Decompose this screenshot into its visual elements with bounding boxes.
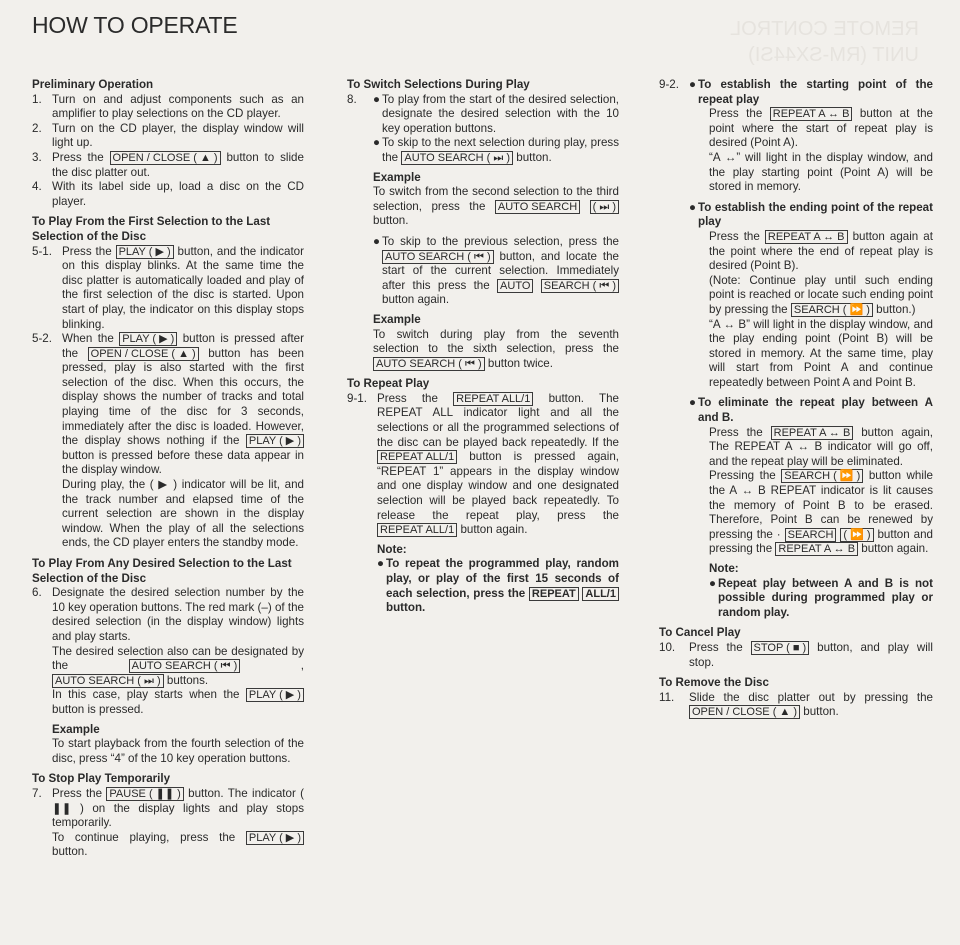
- auto-search-prev-button-label: AUTO SEARCH ( ⏮ ): [373, 357, 485, 371]
- step-text: Slide the disc platter out by pressing the: [689, 690, 933, 704]
- step-number: 10.: [659, 640, 676, 654]
- heading-repeat: To Repeat Play: [347, 377, 430, 391]
- heading-play-any: To Play From Any Desired Selection to the Last Selection of the Disc: [32, 557, 292, 585]
- step-text: button while the A ↔ B REPEAT indicator is lit causes the memory of Point B to be erased. Therefore, Point B can be renewed by pressing the ·: [709, 469, 933, 541]
- step-text: button.): [876, 302, 916, 316]
- bullet-heading: [689, 396, 933, 425]
- step-11: [659, 691, 933, 720]
- auto-search-next-button-label: AUTO SEARCH ( ⏭ ): [401, 151, 513, 165]
- step-text: In this case, play starts when the: [52, 688, 240, 702]
- step-text: button is pressed again, “REPEAT 1” appears in the display window and one display window and one designated selection will be played back repeatedly. To release the repeat play, press the: [377, 450, 619, 522]
- step-text: (Note: Continue play until such ending point is reached or locate such ending point by pressing the: [709, 273, 933, 316]
- step-text: If the: [591, 435, 619, 449]
- step-text: button has been pressed, play is also started with the first selection of the disc. When this occurs, the display shows the number of tracks and total playing time of the disc for 3 seconds, immediately after the disc is loaded. However, the display shows nothing if the: [62, 346, 304, 448]
- step-text: To continue playing, press the: [52, 830, 236, 844]
- note-text: To repeat the programmed play, random play, or play of the first 15 seconds of each selection, press the: [386, 557, 619, 600]
- step-text: button again.: [460, 523, 528, 537]
- bullet-heading: [689, 78, 933, 107]
- step-text: button.: [803, 705, 839, 719]
- bullet-text: button again.: [382, 293, 450, 307]
- bullet-item: [373, 93, 619, 137]
- heading-cancel: To Cancel Play: [659, 626, 741, 640]
- step-text: Press the: [52, 150, 104, 164]
- repeat-ab-button-label: REPEAT A ↔ B: [765, 230, 848, 244]
- step-text: During play, the ( ▶ ) indicator will be lit, and the track number and elapsed time of the current selection are shown in the display window. When the play of all the selections ends, the CD player enters the standby mode.: [62, 478, 304, 550]
- example-text: To switch during play from the seventh selection to the sixth selection, press the: [373, 327, 619, 356]
- heading-preliminary: Preliminary Operation: [32, 78, 154, 91]
- step-text: Press the: [709, 107, 763, 121]
- step-number: 7.: [32, 786, 42, 800]
- repeat-button-label: REPEAT: [529, 587, 579, 601]
- bullet-heading-text: To eliminate the repeat play between A and B.: [698, 396, 933, 425]
- step-3: [32, 151, 304, 180]
- step-number: 1.: [32, 92, 42, 106]
- open-close-button-label: OPEN / CLOSE ( ▲ ): [110, 151, 221, 165]
- auto-search-prev-button-label: AUTO SEARCH ( ⏮ ): [382, 250, 494, 264]
- step-text: Press the: [52, 786, 103, 800]
- step-text: When the: [62, 332, 114, 346]
- bullet-text: To play from the start of the desired selection, designate the desired selection with the 10 key operation buttons.: [382, 92, 619, 135]
- bullet-icon: ●: [689, 396, 697, 410]
- open-close-button-label: OPEN / CLOSE ( ▲ ): [88, 347, 199, 361]
- ff-button-label: ( ⏩ ): [840, 528, 873, 542]
- step-text: Designate the desired selection number by the 10 key operation buttons. The red mark (–) of the desired selection (in the display window) lights and play starts.: [52, 586, 304, 643]
- step-text: button. The REPEAT ALL indicator light and all the selections or all the programmed selections of the disc can be played back repeatedly.: [377, 391, 619, 449]
- step-10: [659, 641, 933, 670]
- step-text: Press the: [709, 425, 763, 439]
- step-text: buttons.: [166, 673, 209, 687]
- step-number: 9-1.: [347, 391, 367, 405]
- step-number: 2.: [32, 121, 42, 135]
- auto-search-next-button-label: AUTO SEARCH ( ⏭ ): [52, 674, 164, 688]
- page-title: HOW TO OPERATE: [32, 12, 238, 38]
- auto-button-label: AUTO: [497, 279, 533, 293]
- note-item: [377, 557, 619, 615]
- repeat-ab-button-label: REPEAT A ↔ B: [775, 542, 858, 556]
- search-ff-button-label: SEARCH ( ⏩ ): [781, 469, 863, 483]
- step-text: Press the: [62, 244, 112, 258]
- step-text: With its label side up, load a disc on the CD player.: [52, 180, 304, 208]
- note-item: [689, 577, 933, 621]
- step-text: button again.: [861, 542, 929, 556]
- bullet-icon: ●: [689, 78, 697, 91]
- step-2: [32, 122, 304, 151]
- all1-button-label: ALL/1: [582, 587, 619, 601]
- bullet-icon: ●: [689, 200, 697, 214]
- step-text: button, and the indicator on this display blinks. At the same time the disc platter is automatically loaded and play of the first selection of the disc is started. Upon start of play, the indicator on this display stops blinking.: [62, 244, 304, 331]
- play-button-label: PLAY ( ▶ ): [119, 332, 177, 346]
- play-button-label: PLAY ( ▶ ): [246, 688, 304, 702]
- step-number: 9-2.: [659, 78, 679, 91]
- bullet-icon: ●: [373, 92, 381, 106]
- example-text: To start playback from the fourth selection of the disc, press “4” of the 10 key operation buttons.: [52, 737, 304, 765]
- bleed-through-title: REMOTE CONTROL UNIT (RM-SX44SI): [730, 18, 919, 66]
- repeat-all-button-label: REPEAT ALL/1: [453, 392, 533, 406]
- step-number: 4.: [32, 180, 42, 194]
- note-text: button.: [386, 601, 426, 615]
- step-text: button again at the point where the end of repeat play is desired (Point B).: [709, 229, 933, 273]
- example-text: To switch from the second selection to the third selection, press the: [373, 185, 619, 213]
- step-9-1: [347, 392, 619, 616]
- heading-remove: To Remove the Disc: [659, 676, 769, 690]
- step-text: Press the: [377, 391, 438, 405]
- step-text: button is pressed.: [52, 702, 144, 716]
- step-text: button.: [52, 845, 88, 859]
- bullet-heading: [689, 201, 933, 230]
- bullet-icon: ●: [373, 234, 381, 248]
- step-text: button is pressed after the: [62, 332, 304, 360]
- step-text: “A ↔” will light in the display window, and the play starting point (Point A) will be stored in memory.: [709, 150, 933, 194]
- step-text: Press the: [689, 640, 743, 654]
- bullet-text: To skip to the previous selection, press the: [382, 234, 619, 248]
- step-5-2: [32, 332, 304, 551]
- step-number: 8.: [347, 92, 357, 106]
- bullet-icon: ●: [377, 557, 385, 571]
- step-number: 3.: [32, 150, 42, 164]
- bullet-heading-text: To establish the ending point of the repeat play: [698, 200, 933, 229]
- bullet-heading-text: To establish the starting point of the repeat play: [698, 78, 933, 106]
- step-4: [32, 180, 304, 209]
- step-text: Press the: [709, 229, 760, 243]
- step-text: The desired selection also can be designated by the: [52, 644, 304, 673]
- note-label: Note:: [709, 562, 739, 575]
- step-text: Turn on and adjust components such as an amplifier to play selections on the CD player.: [52, 92, 304, 121]
- bullet-text: To skip to the next selection during play, press the: [382, 136, 619, 164]
- repeat-ab-button-label: REPEAT A ↔ B: [770, 107, 853, 121]
- step-1: [32, 93, 304, 122]
- step-text: button and pressing the: [709, 527, 933, 556]
- heading-stop: To Stop Play Temporarily: [32, 772, 171, 786]
- column-middle: [347, 78, 619, 616]
- search-prev-button-label: SEARCH ( ⏮ ): [541, 279, 619, 293]
- play-button-label: PLAY ( ▶ ): [246, 434, 304, 448]
- note-label: Note:: [377, 542, 407, 556]
- example-text: button.: [373, 214, 409, 228]
- column-left: [32, 78, 304, 860]
- note-text: Repeat play between A and B is not possible during programmed play or random play.: [718, 576, 933, 619]
- step-number: 5-1.: [32, 244, 52, 258]
- step-text: button to slide the disc platter out.: [52, 150, 304, 179]
- example-label: Example: [373, 312, 421, 326]
- step-text: button. The indicator ( ❚❚ ) on the display lights and play stops temporarily.: [52, 786, 304, 830]
- heading-switch: To Switch Selections During Play: [347, 78, 530, 91]
- repeat-all-button-label: REPEAT ALL/1: [377, 450, 457, 464]
- step-number: 11.: [659, 690, 675, 704]
- play-button-label: PLAY ( ▶ ): [246, 831, 304, 845]
- auto-search-button-label: AUTO SEARCH: [495, 200, 580, 214]
- repeat-all-button-label: REPEAT ALL/1: [377, 523, 457, 537]
- step-9-2: [659, 78, 933, 620]
- step-text: button, and play will stop.: [689, 640, 933, 669]
- example-text: button twice.: [487, 356, 553, 370]
- step-text: Pressing the: [709, 469, 776, 483]
- pause-button-label: PAUSE ( ❚❚ ): [106, 787, 183, 801]
- bullet-text: button, and locate the start of the current selection. Immediately after this press the: [382, 249, 619, 292]
- bullet-icon: ●: [373, 136, 381, 150]
- bullet-item: [373, 235, 619, 308]
- open-close-button-label: OPEN / CLOSE ( ▲ ): [689, 705, 800, 719]
- play-button-label: PLAY ( ▶ ): [116, 245, 174, 259]
- heading-play-first: To Play From the First Selection to the Last Selection of the Disc: [32, 215, 271, 243]
- search-ff-button-label: SEARCH ( ⏩ ): [791, 303, 873, 317]
- step-text: “A ↔ B” will light in the display window, and the play ending point (Point B) will be stored in memory. At the same time, play will start from Point A and continue repeatedly between Point A and Point B.: [709, 317, 933, 389]
- step-number: 5-2.: [32, 332, 52, 346]
- next-button-label: ( ⏭ ): [590, 200, 619, 214]
- bullet-item: [373, 136, 619, 165]
- step-text: Turn on the CD player, the display window will light up.: [52, 121, 304, 150]
- step-6: 6. Designate the desired selection number by the 10 key operation buttons. The red mark (–) of the desired selection (in the display window) lights and play starts. The desired selection also can be designated by the AUTO SEARCH ( ⏮ ) , AUTO SEARCH ( ⏭ ) buttons. In this case, play starts when the PLAY ( ▶ ) button is pressed. Example To start playback from the fourth selection of the disc, press “4” of the 10 key operation buttons.: [32, 586, 304, 765]
- step-8: [347, 93, 619, 372]
- step-text: button is pressed before these data appear in the display window.: [62, 448, 304, 477]
- stop-button-label: STOP ( ■ ): [751, 641, 810, 655]
- repeat-ab-button-label: REPEAT A ↔ B: [771, 426, 854, 440]
- bullet-icon: ●: [709, 576, 717, 590]
- step-text: button at the point where the start of repeat play is desired (Point A).: [709, 107, 933, 150]
- step-5-1: [32, 245, 304, 333]
- bullet-text: button.: [516, 150, 552, 164]
- search-button-label: SEARCH: [785, 528, 837, 542]
- column-right: [659, 78, 933, 720]
- step-7: [32, 787, 304, 860]
- step-number: 6.: [32, 586, 42, 600]
- step-text: button again, The REPEAT A ↔ B indicator will go off, and the repeat play will be eliminated.: [709, 425, 933, 468]
- auto-search-prev-button-label: AUTO SEARCH ( ⏮ ): [129, 659, 241, 673]
- example-label: Example: [373, 170, 421, 184]
- example-label: Example: [52, 722, 100, 736]
